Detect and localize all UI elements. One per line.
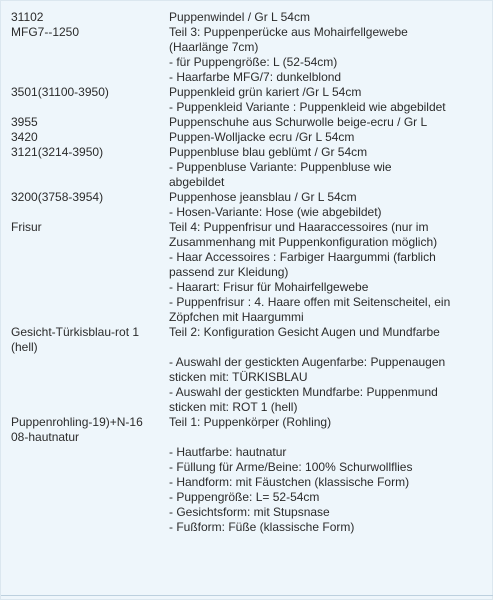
description-line: Puppenschuhe aus Schurwolle beige-ecru / Gr L [169, 115, 428, 129]
description-line: - Puppenfrisur : 4. Haare offen mit Seitenscheitel, ein [169, 295, 451, 309]
description-line: Puppenhose jeansblau / Gr L 54cm [169, 190, 357, 204]
article-code [11, 145, 169, 190]
spec-row [11, 10, 487, 25]
description-line: - Haar Accessoires : Farbiger Haargummi (farblich [169, 250, 436, 264]
article-description [169, 190, 487, 220]
article-code [11, 220, 169, 325]
description-line: - Füllung für Arme/Beine: 100% Schurwollflies [169, 460, 413, 474]
article-code [11, 85, 169, 115]
description-line: - für Puppengröße: L (52-54cm) [169, 55, 338, 69]
article-description [169, 25, 487, 85]
code-line: Puppenrohling-19)+N-16 [11, 415, 143, 429]
article-description [169, 130, 487, 145]
spec-row [11, 325, 487, 415]
description-line: passend zur Kleidung) [169, 265, 289, 279]
spec-row [11, 415, 487, 535]
description-line: - Hosen-Variante: Hose (wie abgebildet) [169, 205, 382, 219]
code-line: 31102 [11, 10, 44, 24]
description-line: - Auswahl der gestickten Mundfarbe: Puppenmund [169, 385, 438, 399]
spec-row [11, 190, 487, 220]
article-description [169, 145, 487, 190]
article-code [11, 325, 169, 415]
article-description [169, 10, 487, 25]
description-line: - Handform: mit Fäustchen (klassische Form) [169, 475, 410, 489]
description-line: Teil 4: Puppenfrisur und Haaraccessoires (nur im [169, 220, 429, 234]
description-line: - Haarfarbe MFG/7: dunkelblond [169, 70, 342, 84]
code-line: Gesicht-Türkisblau-rot 1 [11, 325, 140, 339]
description-line: Zusammenhang mit Puppenkonfiguration möglich) [169, 235, 438, 249]
spec-row [11, 25, 487, 85]
description-line: sticken mit: TÜRKISBLAU [169, 370, 308, 384]
description-line: Puppenwindel / Gr L 54cm [169, 10, 310, 24]
description-line: Puppenkleid grün kariert /Gr L 54cm [169, 85, 362, 99]
spec-row [11, 130, 487, 145]
article-description [169, 415, 487, 535]
blank-line [169, 340, 487, 355]
description-line: Puppen-Wolljacke ecru /Gr L 54cm [169, 130, 355, 144]
article-description [169, 85, 487, 115]
description-line: - Fußform: Füße (klassische Form) [169, 520, 355, 534]
description-line: (Haarlänge 7cm) [169, 40, 259, 54]
article-code [11, 25, 169, 85]
article-description [169, 325, 487, 415]
article-code [11, 190, 169, 220]
description-line: - Gesichtsform: mit Stupsnase [169, 505, 330, 519]
code-line: 3121(3214-3950) [11, 145, 104, 159]
description-line: - Hautfarbe: hautnatur [169, 445, 287, 459]
code-line: MFG7--1250 [11, 25, 80, 39]
description-line: Teil 1: Puppenkörper (Rohling) [169, 415, 332, 429]
description-line: - Puppenkleid Variante : Puppenkleid wie abgebildet [169, 100, 446, 114]
code-line: 08-hautnatur [11, 430, 80, 444]
description-line: Zöpfchen mit Haargummi [169, 310, 304, 324]
description-line: abgebildet [169, 175, 225, 189]
description-line: - Puppenbluse Variante: Puppenbluse wie [169, 160, 392, 174]
code-line: 3200(3758-3954) [11, 190, 104, 204]
description-line: - Haarart: Frisur für Mohairfellgewebe [169, 280, 369, 294]
code-line: 3501(31100-3950) [11, 85, 109, 99]
description-line: Teil 2: Konfiguration Gesicht Augen und Mundfarbe [169, 325, 440, 339]
code-line: 3420 [11, 130, 38, 144]
code-line: (hell) [11, 340, 38, 354]
spec-row [11, 145, 487, 190]
article-code [11, 115, 169, 130]
article-description [169, 220, 487, 325]
description-line: - Puppengröße: L= 52-54cm [169, 490, 320, 504]
article-code [11, 415, 169, 535]
description-line: Teil 3: Puppenperücke aus Mohairfellgewebe [169, 25, 408, 39]
description-line: - Auswahl der gestickten Augenfarbe: Puppenaugen [169, 355, 446, 369]
article-code [11, 10, 169, 25]
description-line: sticken mit: ROT 1 (hell) [169, 400, 298, 414]
spec-row [11, 115, 487, 130]
spec-table [11, 10, 487, 535]
description-line: Puppenbluse blau geblümt / Gr 54cm [169, 145, 368, 159]
blank-line [169, 430, 487, 445]
spec-row [11, 220, 487, 325]
spec-row [11, 85, 487, 115]
article-description [169, 115, 487, 130]
article-code [11, 130, 169, 145]
bottom-divider [1, 595, 493, 596]
code-line: Frisur [11, 220, 42, 234]
code-line: 3955 [11, 115, 38, 129]
